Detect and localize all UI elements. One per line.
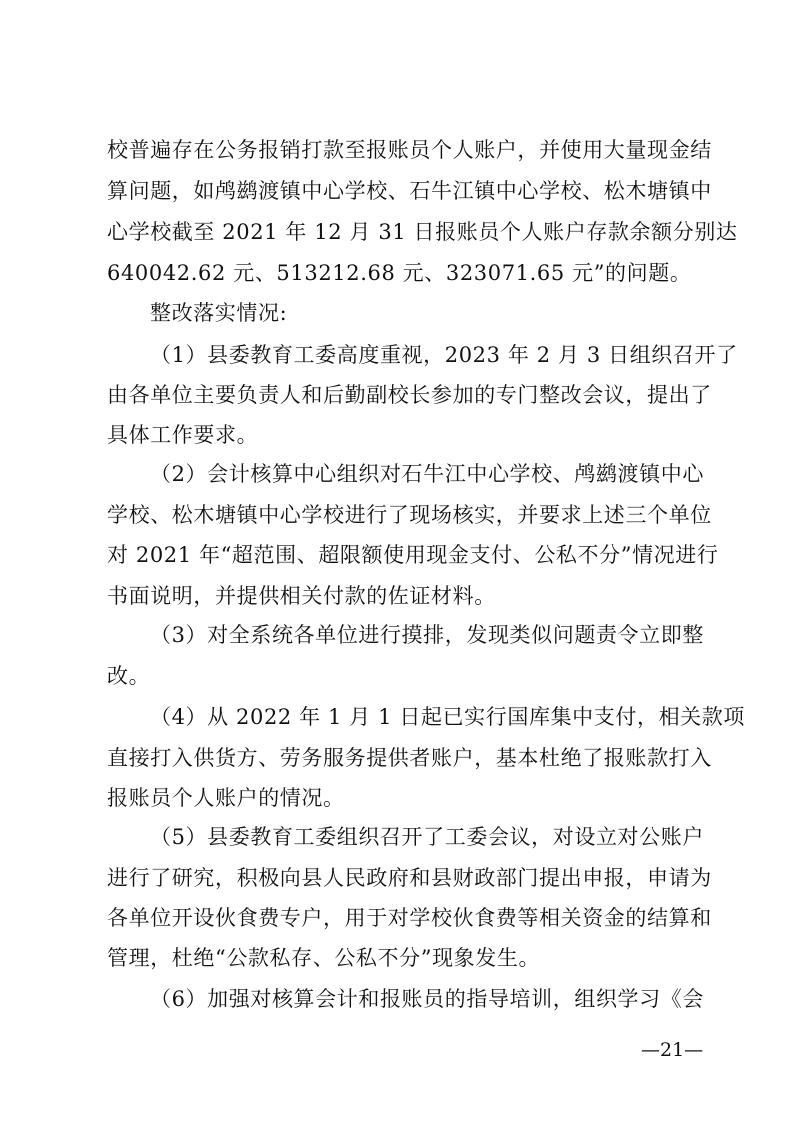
body-text-line: 算问题，如鸬鹚渡镇中心学校、石牛江镇中心学校、松木塘镇中 [107,179,712,203]
body-text-line: 对 2021 年“超范围、超限额使用现金支付、公私不分”情况进行 [107,543,719,567]
body-text-line: 心学校截至 2021 年 12 月 31 日报账员个人账户存款余额分别达 [107,220,738,244]
body-text-line: 改。 [107,664,151,688]
body-text-line: 学校、松木塘镇中心学校进行了现场核实，并要求上述三个单位 [107,503,712,527]
body-text-line: （5）县委教育工委组织召开了工委会议，对设立对公账户 [150,825,704,849]
page-number: —21— [641,1039,704,1061]
body-text-line: 书面说明，并提供相关付款的佐证材料。 [107,584,496,608]
body-text-line: 由各单位主要负责人和后勤副校长参加的专门整改会议，提出了 [107,383,712,407]
body-text-line: 校普遍存在公务报销打款至报账员个人账户，并使用大量现金结 [107,138,712,162]
body-text-line: （3）对全系统各单位进行摸排，发现类似问题责令立即整 [150,623,704,647]
body-text-line: 进行了研究，积极向县人民政府和县财政部门提出申报，申请为 [107,866,712,890]
body-text-line: 直接打入供货方、劳务服务提供者账户，基本杜绝了报账款打入 [107,746,712,770]
body-text-line: （6）加强对核算会计和报账员的指导培训，组织学习《会 [150,987,704,1011]
body-text-line: （1）县委教育工委高度重视，2023 年 2 月 3 日组织召开了 [150,343,738,367]
body-text-line: 640042.62 元、513212.68 元、323071.65 元”的问题。 [107,261,692,285]
body-text-line: 各单位开设伙食费专户，用于对学校伙食费等相关资金的结算和 [107,906,712,930]
body-text-line: 具体工作要求。 [107,423,259,447]
section-heading: 整改落实情况: [150,301,288,325]
body-text-line: 管理，杜绝“公款私存、公私不分”现象发生。 [107,946,541,970]
body-text-line: 报账员个人账户的情况。 [107,786,345,810]
body-text-line: （2）会计核算中心组织对石牛江中心学校、鸬鹚渡镇中心 [150,462,704,486]
body-text-line: （4）从 2022 年 1 月 1 日起已实行国库集中支付，相关款项 [150,705,745,729]
